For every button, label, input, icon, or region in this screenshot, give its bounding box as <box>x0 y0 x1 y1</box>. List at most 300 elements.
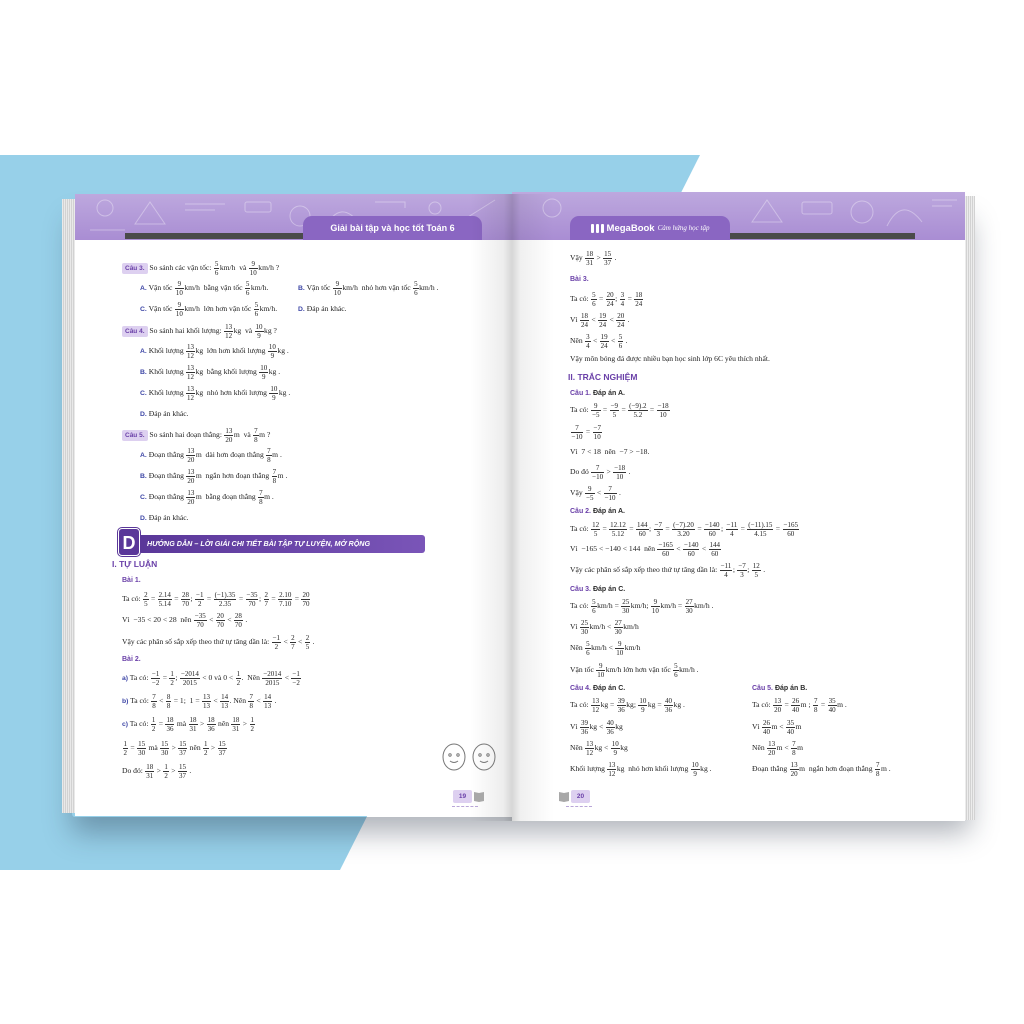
fraction-numerator: 25 <box>581 618 588 627</box>
fraction <box>790 761 799 778</box>
subheading: Câu 5. <box>752 685 774 692</box>
subheading: Câu 3. <box>570 586 592 593</box>
text-run: kg . <box>277 346 289 355</box>
fraction <box>726 521 739 538</box>
fraction-denominator: −2 <box>151 678 160 687</box>
text-run: kg . <box>268 367 281 376</box>
option-letter: D. <box>298 306 305 313</box>
text-run: ; <box>190 594 195 603</box>
text-run: . <box>272 696 277 705</box>
fraction-denominator: 70 <box>234 620 242 629</box>
text-line <box>570 758 712 780</box>
text-run: m ; <box>800 700 813 709</box>
text-run: Vì −165 < −140 < 144 nên <box>570 544 657 553</box>
fraction-numerator: 18 <box>166 715 174 724</box>
fraction-denominator: 8 <box>249 701 253 710</box>
fraction <box>621 598 630 615</box>
fraction <box>598 312 607 329</box>
fraction-denominator: 8 <box>152 701 156 710</box>
fraction-numerator: 7 <box>792 739 796 748</box>
option-letter: c) <box>122 721 129 728</box>
fraction-numerator: 20 <box>302 590 310 599</box>
text-run: Ta có: <box>128 673 151 682</box>
fraction-numerator: 1 <box>123 739 127 748</box>
text-run: Vì <box>570 315 580 324</box>
text-line <box>752 716 801 738</box>
text-line <box>752 758 891 780</box>
fraction <box>638 697 647 714</box>
text-run: . <box>623 336 628 345</box>
text-run: mà <box>146 743 160 752</box>
option-letter: D. <box>140 515 147 522</box>
fraction-numerator: 9 <box>615 640 624 649</box>
text-run: Do đó: <box>122 766 145 775</box>
fraction-denominator: 13 <box>203 701 211 710</box>
text-run: kg < <box>594 743 611 752</box>
fraction-numerator: −18 <box>657 401 669 410</box>
fraction-denominator: 2.35 <box>218 599 232 608</box>
text-run: kg . <box>278 388 291 397</box>
fraction-denominator: 24 <box>600 341 608 350</box>
fraction-numerator: 14 <box>264 692 272 701</box>
fraction-numerator: 1 <box>204 739 208 748</box>
text-run: kg ? <box>264 326 277 335</box>
fraction-denominator: 8 <box>813 705 818 714</box>
fraction-numerator: 39 <box>617 696 625 705</box>
fraction-numerator: 25 <box>622 597 630 606</box>
text-run: < <box>699 544 709 553</box>
text-run: m . <box>880 764 891 773</box>
text-run: = <box>619 405 628 414</box>
text-run: Khối lượng <box>146 367 186 376</box>
fraction-denominator: 36 <box>166 724 174 733</box>
fraction <box>611 740 620 757</box>
text-run: = <box>648 405 657 414</box>
text-run: m . <box>277 471 288 480</box>
fraction <box>585 640 591 657</box>
text-run: = <box>128 743 137 752</box>
fraction-denominator: 6 <box>618 341 623 350</box>
text-run: Nên <box>570 743 585 752</box>
text-run: nên <box>187 743 203 752</box>
fraction <box>875 761 881 778</box>
fraction-denominator: 40 <box>828 705 836 714</box>
text-run: Nên <box>570 643 585 652</box>
text-run: ; <box>258 594 263 603</box>
fraction-denominator: 36 <box>581 727 588 736</box>
fraction-numerator: 13 <box>187 363 195 372</box>
fraction-denominator: 30 <box>685 606 693 615</box>
fraction-denominator: 24 <box>606 299 614 308</box>
fraction-numerator: 5 <box>674 661 678 670</box>
fraction <box>609 521 627 538</box>
text-run: kg bằng khối lượng <box>195 367 259 376</box>
text-run: m ngắn hơn đoạn thẳng <box>799 764 875 773</box>
fraction-numerator: 18 <box>232 715 240 724</box>
fraction-numerator: 2.10 <box>279 590 292 599</box>
text-run: > <box>198 719 207 728</box>
text-run: > <box>604 467 613 476</box>
fraction-numerator: 15 <box>178 762 186 771</box>
fraction <box>591 521 600 538</box>
fraction-denominator: 60 <box>638 529 646 538</box>
fraction <box>614 619 623 636</box>
fraction-numerator: 3 <box>620 290 625 299</box>
fraction-numerator: 1 <box>170 669 174 678</box>
fraction <box>580 619 589 636</box>
fraction-numerator: 13 <box>187 384 195 393</box>
text-run: < <box>595 488 604 497</box>
text-run: ; <box>720 524 725 533</box>
fraction-numerator: 10 <box>639 696 647 705</box>
text-run: < 0 và 0 < <box>200 673 236 682</box>
fraction-denominator: 20 <box>768 748 776 757</box>
fraction-denominator: 4 <box>724 570 728 579</box>
fraction-numerator: 1 <box>250 715 254 724</box>
fraction-numerator: 18 <box>189 715 197 724</box>
text-run: Ta có: <box>570 294 591 303</box>
fraction-denominator: 9 <box>272 393 276 402</box>
fraction <box>657 541 673 558</box>
fraction-numerator: 13 <box>187 467 195 476</box>
fraction-denominator: 24 <box>599 320 607 329</box>
fraction-denominator: 13 <box>221 701 229 710</box>
text-run: < <box>211 696 220 705</box>
fraction-denominator: 12 <box>187 351 195 360</box>
text-run: = <box>695 524 704 533</box>
fraction-numerator: 7 <box>267 446 271 455</box>
fraction-numerator: 10 <box>611 739 619 748</box>
fraction-numerator: 28 <box>182 590 189 599</box>
text-run: Ta có: <box>122 594 143 603</box>
text-run: Ta có: <box>570 405 591 414</box>
text-run: km/h . <box>694 601 714 610</box>
text-run: Đoạn thẳng <box>752 764 790 773</box>
fraction-denominator: 5 <box>593 529 598 538</box>
fraction-denominator: −2 <box>292 678 300 687</box>
fraction-numerator: 18 <box>581 311 588 320</box>
fraction-denominator: 60 <box>711 549 719 558</box>
fraction-numerator: (−9).2 <box>629 401 647 410</box>
answer-key: Đáp án C. <box>591 685 626 692</box>
fraction-denominator: 2015 <box>265 678 280 687</box>
text-run: = <box>601 405 610 414</box>
text-run: . <box>310 637 315 646</box>
fraction-numerator: −35 <box>246 590 258 599</box>
fraction-numerator: −2014 <box>180 669 199 678</box>
text-run: mà <box>174 719 189 728</box>
fraction <box>828 697 837 714</box>
fraction-denominator: 6 <box>586 648 590 657</box>
fraction-denominator: 40 <box>787 727 794 736</box>
fraction-denominator: 2015 <box>182 678 197 687</box>
fraction-numerator: 144 <box>637 520 648 529</box>
text-run: Khối lượng <box>146 388 186 397</box>
fraction-numerator: −1 <box>272 633 281 642</box>
fraction-denominator: 30 <box>138 748 146 757</box>
text-run: m <box>795 722 802 731</box>
text-run: Khối lượng <box>146 346 186 355</box>
subheading: Câu 2. <box>570 508 592 515</box>
text-run: Vận tốc <box>146 283 175 292</box>
fraction-numerator: 5 <box>245 279 250 288</box>
fraction-numerator: 13 <box>187 342 195 351</box>
fraction-numerator: −165 <box>658 540 673 549</box>
text-run: = <box>597 294 606 303</box>
fraction <box>580 719 589 736</box>
text-run: m bằng đoạn thẳng <box>195 492 258 501</box>
text-run: km/h <box>623 622 639 631</box>
fraction-denominator: 6 <box>592 299 596 308</box>
fraction-denominator: 24 <box>617 320 625 329</box>
fraction <box>691 761 700 778</box>
fraction-denominator: 2 <box>204 748 208 757</box>
fraction-denominator: 5 <box>305 642 310 651</box>
fraction-numerator: 13 <box>774 696 782 705</box>
fraction-numerator: 28 <box>234 611 242 620</box>
fraction-denominator: 10 <box>616 648 624 657</box>
fraction-denominator: 10 <box>597 670 605 679</box>
fraction-numerator: 20 <box>617 311 625 320</box>
fraction-denominator: 12 <box>225 331 233 340</box>
text-run: = <box>818 700 828 709</box>
text-run: = <box>160 673 169 682</box>
text-run: kg . <box>700 764 712 773</box>
fraction <box>591 402 600 419</box>
fraction-denominator: −10 <box>604 493 616 502</box>
fraction-numerator: −1 <box>151 669 160 678</box>
fraction-numerator: 12 <box>752 561 760 570</box>
text-run: m . <box>837 700 847 709</box>
fraction <box>606 719 615 736</box>
text-run: km/h. <box>259 304 278 313</box>
subheading: Bài 3. <box>570 276 589 283</box>
fraction-numerator: 19 <box>599 311 607 320</box>
fraction-denominator: 12 <box>586 748 594 757</box>
fraction-denominator: 36 <box>606 727 614 736</box>
text-line <box>570 616 639 638</box>
fraction-denominator: 9 <box>270 351 275 360</box>
fraction-denominator: 3.20 <box>677 529 690 538</box>
text-run: Vậy môn bóng đá được nhiều bạn học sinh lớp 6C yêu thích nhất. <box>570 354 770 363</box>
text-run: m và <box>233 430 253 439</box>
text-run: > <box>154 766 163 775</box>
fraction-numerator: (−7).20 <box>673 520 694 529</box>
text-run: Ta có: <box>570 601 591 610</box>
text-run: m < <box>776 743 791 752</box>
fraction-numerator: 2 <box>305 633 310 642</box>
fraction-denominator: 60 <box>662 549 670 558</box>
fraction-numerator: 13 <box>592 696 600 705</box>
text-run: km/h < <box>589 622 614 631</box>
fraction-denominator: 60 <box>687 549 695 558</box>
fraction-denominator: 5 <box>144 599 148 608</box>
fraction-numerator: 20 <box>216 611 224 620</box>
text-run: < <box>281 637 290 646</box>
fraction <box>591 291 597 308</box>
text-run: kg = <box>647 700 664 709</box>
text-run: Đoạn thẳng <box>146 492 186 501</box>
text-run: . <box>617 488 621 497</box>
book-title: Giải bài tập và học tốt Toán 6 <box>330 223 455 233</box>
fraction-numerator: 2 <box>291 633 295 642</box>
text-run: . <box>187 766 192 775</box>
fraction-denominator: 12 <box>592 705 600 714</box>
text-run: Ta có: <box>128 719 151 728</box>
text-run: km/h < <box>591 643 615 652</box>
section-heading: I. TỰ LUẬN <box>112 559 158 569</box>
option-letter: B. <box>298 285 305 292</box>
fraction-numerator: (−11).15 <box>748 520 773 529</box>
option-letter: a) <box>122 675 129 682</box>
text-run: Vì <box>752 722 762 731</box>
subheading: Bài 1. <box>122 577 141 584</box>
text-run: kg <box>620 743 628 752</box>
fraction-numerator: 7 <box>591 464 604 473</box>
fraction-numerator: 9 <box>175 301 184 310</box>
text-run: km/h . <box>679 665 699 674</box>
fraction-numerator: −18 <box>614 463 626 472</box>
text-run: . <box>625 315 630 324</box>
fraction-numerator: 13 <box>790 760 798 769</box>
fraction-numerator: 40 <box>665 696 673 705</box>
fraction-denominator: 31 <box>586 258 594 267</box>
text-line <box>570 399 670 421</box>
fraction <box>786 719 795 736</box>
answer-key: Đáp án A. <box>591 508 625 515</box>
text-run: Đoạn thẳng <box>146 471 186 480</box>
fraction-denominator: 8 <box>272 476 277 485</box>
text-run: < <box>607 315 616 324</box>
fraction-numerator: 7 <box>152 692 156 701</box>
fraction-denominator: 40 <box>792 705 800 714</box>
fraction-denominator: 6 <box>674 670 678 679</box>
option-letter: C. <box>140 390 147 397</box>
text-run: > <box>594 253 603 262</box>
fraction-numerator: 7 <box>875 760 880 769</box>
fraction-denominator: 5.2 <box>633 410 643 419</box>
fraction-denominator: −5 <box>592 410 600 419</box>
fraction-numerator: 10 <box>268 342 276 351</box>
fraction-denominator: 10 <box>175 309 183 318</box>
text-run: Nên <box>570 336 585 345</box>
text-run: m ngắn hơn đoạn thẳng <box>195 471 272 480</box>
fraction-denominator: 5 <box>612 410 617 419</box>
text-run: m . <box>264 492 274 501</box>
text-run: So sánh các vận tốc: <box>147 263 214 272</box>
fraction-numerator: 5 <box>214 259 219 268</box>
fraction-denominator: 20 <box>774 705 782 714</box>
text-line <box>570 288 644 310</box>
text-run: Nên <box>752 743 767 752</box>
fraction-denominator: 20 <box>790 769 798 778</box>
option-letter: D. <box>140 411 147 418</box>
text-run: > <box>169 766 178 775</box>
fraction-numerator: 7 <box>604 485 617 494</box>
fraction-numerator: −11 <box>726 520 738 529</box>
fraction <box>762 719 771 736</box>
text-run: < <box>225 615 234 624</box>
fraction <box>657 402 670 419</box>
fraction-numerator: 15 <box>179 739 187 748</box>
text-run: Vì −35 < 20 < 28 nên <box>122 615 194 624</box>
subheading: Câu 1. <box>570 390 592 397</box>
fraction <box>613 464 626 481</box>
fraction-numerator: −2014 <box>263 669 282 678</box>
fraction-denominator: 6 <box>245 288 250 297</box>
fraction-numerator: 27 <box>685 597 693 606</box>
text-line <box>570 595 714 617</box>
fraction-numerator: 144 <box>709 540 721 549</box>
text-run: kg nhỏ hơn khối lượng <box>616 764 691 773</box>
fraction-numerator: 18 <box>635 290 643 299</box>
page-number-left: 19 <box>453 790 472 803</box>
fraction-numerator: 9 <box>591 402 600 411</box>
text-run: kg <box>615 722 623 731</box>
text-run: = <box>600 524 609 533</box>
text-run: = <box>738 524 747 533</box>
text-run: < <box>157 696 166 705</box>
fraction-numerator: 27 <box>614 618 622 627</box>
fraction-numerator: 5 <box>592 290 596 299</box>
fraction <box>709 541 722 558</box>
option-letter: B. <box>140 473 147 480</box>
fraction-denominator: 30 <box>581 627 588 636</box>
fraction-numerator: 1 <box>151 715 156 724</box>
fraction <box>752 562 761 579</box>
text-line <box>570 694 685 716</box>
text-line <box>570 309 629 331</box>
fraction-numerator: 18 <box>586 249 594 258</box>
text-run: < <box>254 696 263 705</box>
question-label: Câu 4. <box>122 326 148 337</box>
fraction-denominator: 20 <box>187 476 195 485</box>
fraction-denominator: 36 <box>665 705 673 714</box>
text-run: Ta có: <box>128 696 151 705</box>
fraction-numerator: 3 <box>586 332 590 341</box>
fraction-numerator: 40 <box>606 718 614 727</box>
option-letter: A. <box>140 285 147 292</box>
fraction-denominator: 2 <box>123 748 127 757</box>
fraction-numerator: −140 <box>684 540 699 549</box>
fraction <box>585 740 594 757</box>
text-run: = <box>627 524 636 533</box>
fraction-denominator: 2 <box>236 678 241 687</box>
text-run: km/h <box>624 643 641 652</box>
text-line <box>570 518 799 540</box>
fraction-numerator: 1 <box>164 762 168 771</box>
text-run: So sánh hai khối lượng: <box>147 326 224 335</box>
fraction <box>603 250 612 267</box>
fraction <box>593 424 602 441</box>
text-run: = <box>625 294 634 303</box>
fraction-denominator: 37 <box>604 258 612 267</box>
text-run: < <box>589 315 598 324</box>
fraction-numerator: (−1).35 <box>214 590 236 599</box>
text-run: > <box>169 743 178 752</box>
fraction-denominator: 10 <box>175 288 183 297</box>
option-letter: A. <box>140 348 147 355</box>
fraction-numerator: 14 <box>221 692 229 701</box>
fraction-denominator: 3 <box>656 529 660 538</box>
fraction-denominator: 8 <box>875 769 880 778</box>
text-run: m < <box>771 722 786 731</box>
section-heading: II. TRẮC NGHIỆM <box>568 372 638 382</box>
fraction-numerator: 15 <box>138 739 146 748</box>
text-run: kg = <box>600 700 617 709</box>
fraction-denominator: 70 <box>302 599 310 608</box>
fraction <box>615 640 624 657</box>
